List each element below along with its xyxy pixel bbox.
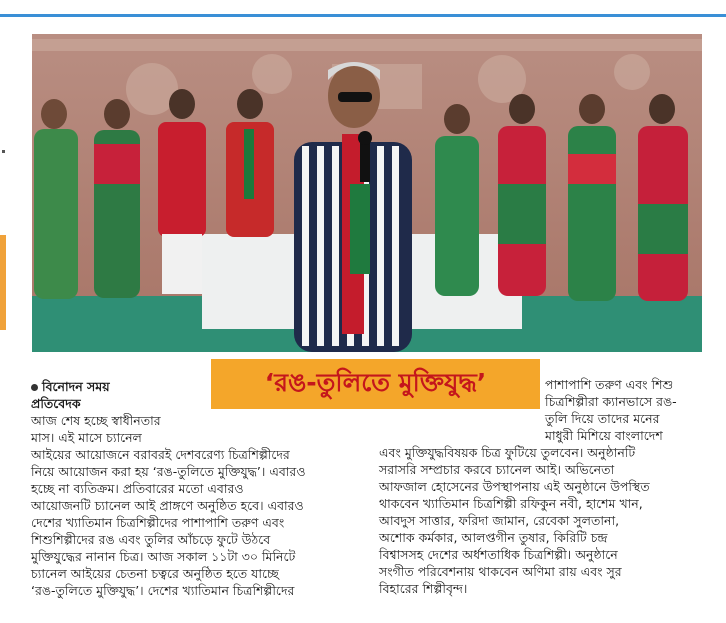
text-line: থাকবেন খ্যাতিমান চিত্রশিল্পী রফিকুন নবী, হাশেম খান, [379,496,643,511]
article-column-right-top [545,376,705,444]
text-line: আজ শেষ হচ্ছে স্বাধীনতার [31,413,161,428]
text-line: মাস। এই মাসে চ্যানেল [31,430,142,445]
text-line: বিশ্বাসসহ দেশের অর্ধশতাধিক চিত্রশিল্পী। অনুষ্ঠানে [379,547,618,562]
byline [31,378,206,412]
headline-title: ‘রঙ-তুলিতে মুক্তিযুদ্ধ’ [264,367,487,397]
margin-mark [2,150,5,153]
text-line: শিশুশিল্পীদের রঙ এবং তুলির আঁচড়ে ফুটে উঠবে [31,532,271,547]
text-line: আবদুস সাত্তার, ফরিদা জামান, রেবেকা সুলতানা, [379,513,620,528]
text-line: হচ্ছে না ব্যতিক্রম। প্রতিবারের মতো এবারও [31,481,244,496]
text-line: এবং মুক্তিযুদ্ধবিষয়ক চিত্র ফুটিয়ে তুলবেন। অনুষ্ঠানটি [379,445,636,460]
article-column-right [379,444,705,597]
text-line: মুক্তিযুদ্ধের নানান চিত্র। আজ সকাল ১১টা ৩০ মিনিটে [31,549,296,564]
event-photo [32,34,702,352]
article-column-left [31,446,366,599]
headline-banner [211,359,540,409]
text-line: চ্যানেল আইয়ের চেতনা চত্বরে অনুষ্ঠিত হতে যাচ্ছে [31,566,279,581]
photo-illustration [32,34,702,352]
text-line: সরাসরি সম্প্রচার করবে চ্যানেল আই। অভিনেতা [379,462,615,477]
article-intro [31,412,211,446]
text-line: নিয়ে আয়োজন করা হয় ‘রঙ-তুলিতে মুক্তিযুদ্ধ’। এবারও [31,464,306,479]
text-line: দেশের খ্যাতিমান চিত্রশিল্পীদের পাশাপাশি তরুণ এবং [31,515,285,530]
page-top-rule [0,0,726,17]
byline-section: বিনোদন সময় [42,379,110,394]
text-line: আইয়ের আয়োজনে বরাবরই দেশবরেণ্য চিত্রশিল্পীদের [31,447,290,462]
text-line: অশোক কর্মকার, আলপ্তগীন তুষার, কিরিটি চন্দ্র [379,530,608,545]
text-line: আয়োজনটি চ্যানেল আই প্রাঙ্গণে অনুষ্ঠিত হবে। এবারও [31,498,304,513]
text-line: চিত্রশিল্পীরা ক্যানভাসে রঙ- [545,394,677,409]
text-line: বিহারের শিল্পীবৃন্দ। [379,581,468,596]
byline-section-row [31,378,206,395]
byline-reporter: প্রতিবেদক [31,396,81,411]
text-line: আফজাল হোসেনের উপস্থাপনায় এই অনুষ্ঠানে উপস্থিত [379,479,650,494]
bullet-icon [31,384,38,391]
text-line: মাধুরী মিশিয়ে বাংলাদেশ [545,428,663,443]
text-line: পাশাপাশি তরুণ এবং শিশু [545,377,674,392]
text-line: তুলি দিয়ে তাদের মনের [545,411,660,426]
text-line: সংগীত পরিবেশনায় থাকবেন অণিমা রায় এবং সুর [379,564,622,579]
margin-color-tab [0,235,6,330]
text-line: ‘রঙ-তুলিতে মুক্তিযুদ্ধ’। দেশের খ্যাতিমান চিত্রশিল্পীদের [31,583,295,598]
